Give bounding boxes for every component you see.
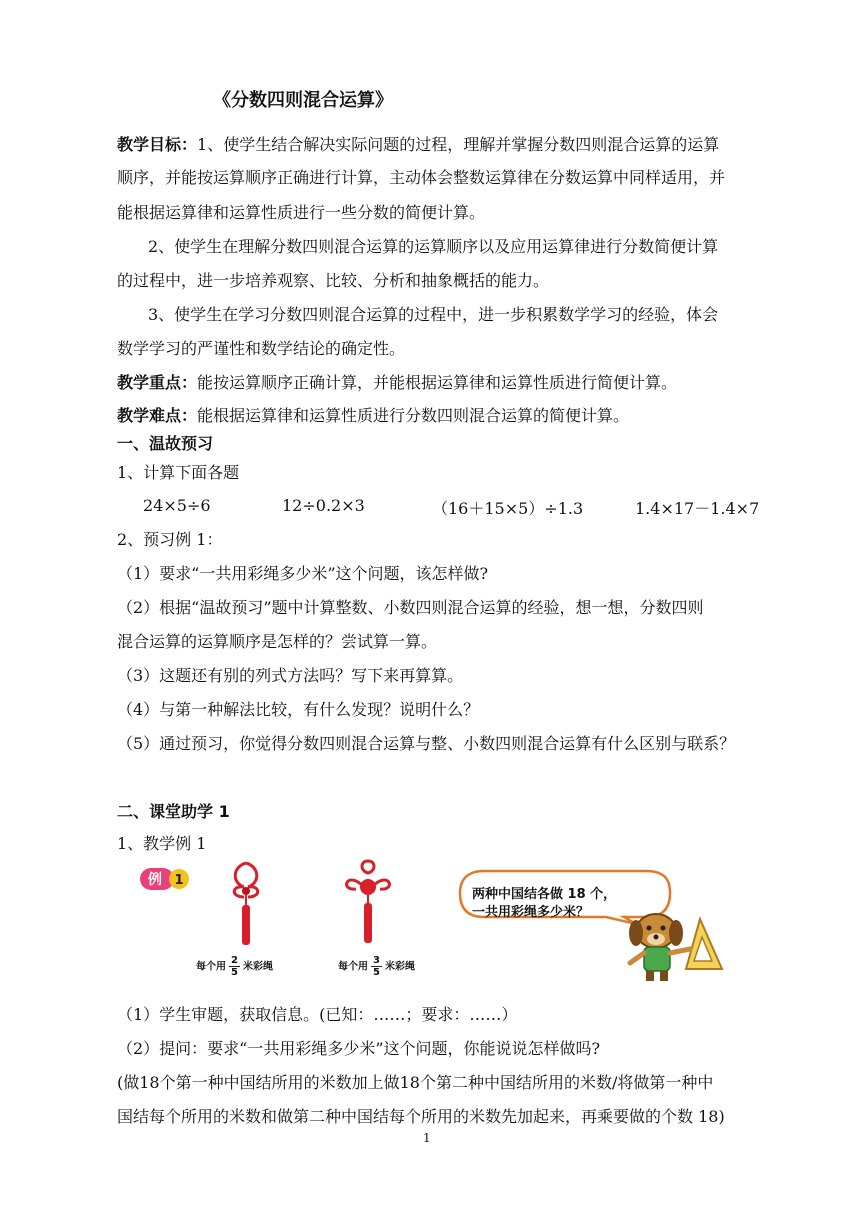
section1-sub2-line1: （2）根据“温故预习”题中计算整数、小数四则混合运算的经验，想一想，分数四则: [117, 598, 704, 617]
section2-item1: 1、教学例 1: [117, 834, 207, 853]
objective-3-line-2: 数学学习的严谨性和数学结论的确定性。: [117, 339, 406, 358]
objectives-label: 教学目标：: [117, 135, 198, 154]
chinese-knot-2-icon: [338, 857, 398, 947]
section1-sub3: （3）这题还有别的列式方法吗？写下来再算算。: [117, 666, 464, 685]
section1-sub4: （4）与第一种解法比较，有什么发现？说明什么？: [117, 700, 480, 719]
section2-answer-line1: (做18个第一种中国结所用的米数加上做18个第二种中国结所用的米数/将做第一种中: [117, 1073, 714, 1092]
knot-1-denominator: 5: [231, 967, 238, 978]
key-points-label: 教学重点：: [117, 373, 198, 392]
bubble-line-2: 一共用彩绳多少米？: [472, 905, 590, 920]
difficulty-line: [117, 405, 629, 427]
chinese-knot-1-icon: [226, 861, 266, 947]
section1-sub5: （5）通过预习，你觉得分数四则混合运算与整、小数四则混合运算有什么区别与联系？: [117, 734, 736, 753]
objectives-line-1: [117, 134, 719, 156]
section1-sub2-line2: 混合运算的运算顺序是怎样的？尝试算一算。: [117, 632, 438, 651]
section1-heading: 一、温故预习: [117, 434, 214, 453]
knot-2-prefix: 每个用: [338, 961, 368, 973]
key-points-text: 能按运算顺序正确计算，并能根据运算律和运算性质进行简便计算。: [197, 373, 678, 392]
section2-s1: （1）学生审题，获取信息。(已知：……；要求：……）: [117, 1005, 518, 1024]
key-points-line: [117, 372, 677, 394]
page-number: 1: [423, 1131, 431, 1145]
knot-1-caption: [196, 955, 273, 978]
objectives-line-3: 能根据运算律和运算性质进行一些分数的简便计算。: [117, 203, 486, 222]
difficulty-label: 教学难点：: [117, 406, 198, 425]
section1-q2: 2、预习例 1：: [117, 530, 223, 549]
document-title: 《分数四则混合运算》: [213, 90, 393, 111]
knot-2-suffix: 米彩绳: [384, 961, 415, 973]
section1-q1: 1、计算下面各题: [117, 463, 240, 482]
difficulty-text: 能根据运算律和运算性质进行分数四则混合运算的简便计算。: [197, 406, 630, 425]
knot-1-prefix: 每个用: [196, 961, 226, 973]
objective-2-line-2: 的过程中，进一步培养观察、比较、分析和抽象概括的能力。: [117, 271, 550, 290]
knot-2-fraction: [371, 955, 382, 978]
section1-sub1: （1）要求“一共用彩绳多少米”这个问题，该怎样做?: [117, 564, 489, 583]
example-badge-icon: [140, 867, 190, 891]
calc-item: 1.4×17－1.4×7: [635, 499, 760, 518]
knot-1-fraction: [229, 955, 240, 978]
knot-2-denominator: 5: [373, 967, 380, 978]
example-badge-label: 例: [148, 872, 162, 888]
calc-item: 12÷0.2×3: [282, 496, 365, 515]
objective-2-line-1: 2、使学生在理解分数四则混合运算的运算顺序以及应用运算律进行分数简便计算: [148, 237, 719, 256]
knot-1-numerator: 2: [231, 955, 238, 966]
knot-1-suffix: 米彩绳: [242, 961, 273, 973]
section2-answer-line2: 国结每个所用的米数和做第二种中国结每个所用的米数先加起来，再乘要做的个数 18): [117, 1107, 725, 1126]
objective-3-line-1: 3、使学生在学习分数四则混合运算的过程中，进一步积累数学学习的经验，体会: [148, 305, 719, 324]
calc-item: （16＋15×5）÷1.3: [432, 499, 584, 518]
bubble-line-1: 两种中国结各做 18 个，: [472, 887, 617, 902]
objectives-line-2: 顺序，并能按运算顺序正确进行计算，主动体会整数运算律在分数运算中同样适用，并: [117, 168, 726, 187]
cartoon-dog-icon: [616, 909, 726, 985]
knot-2-caption: [338, 955, 415, 978]
knot-2-numerator: 3: [373, 955, 380, 966]
section2-s2: （2）提问：要求“一共用彩绳多少米”这个问题，你能说说怎样做吗?: [117, 1039, 601, 1058]
objectives-text-1: 1、使学生结合解决实际问题的过程，理解并掌握分数四则混合运算的运算: [197, 135, 720, 154]
example-1-figure: [138, 855, 768, 985]
example-badge-number: 1: [174, 873, 184, 888]
calc-item: 24×5÷6: [143, 496, 211, 515]
section2-heading: 二、课堂助学 1: [117, 802, 230, 821]
